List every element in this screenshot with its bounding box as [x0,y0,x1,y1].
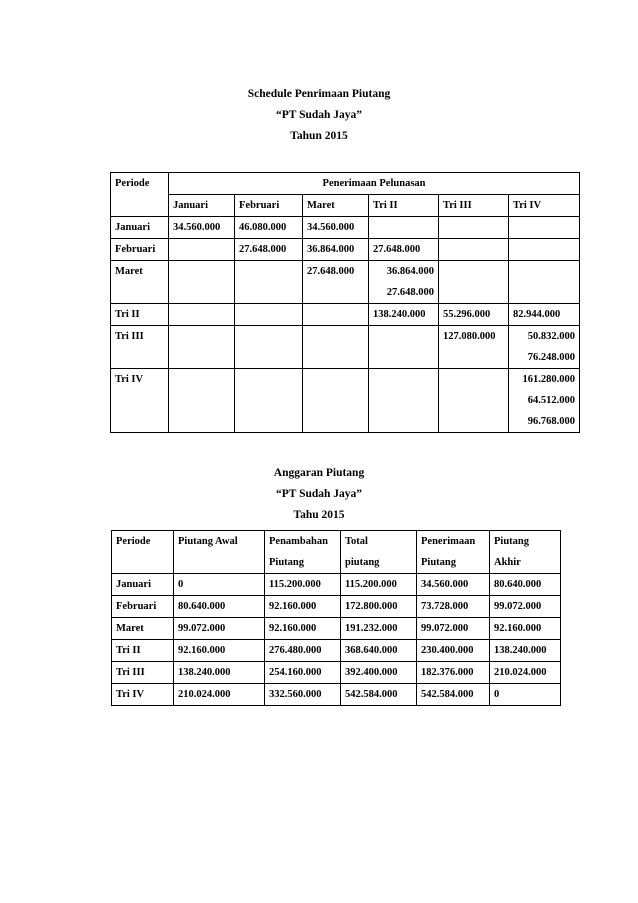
table-cell: 99.072.000 [174,618,265,640]
table-cell [235,304,303,326]
cell-value: 36.864.000 [386,266,434,277]
table-cell [235,369,303,433]
row-label: Maret [111,261,169,304]
table-row [111,239,580,261]
header-text: Piutang Awal [178,536,238,547]
header-text: Piutang [269,557,305,568]
table-row [112,662,561,684]
table-cell [369,217,439,239]
header-text [178,552,260,573]
table-cell: 138.240.000 [490,640,561,662]
column-header [112,531,174,574]
table-cell [509,369,580,433]
cell-value: 50.832.000 [527,331,576,342]
row-label: Januari [111,217,169,239]
periode-header: Periode [111,173,169,217]
table-cell [369,326,439,369]
table-row [111,261,580,304]
header-text: Penambahan [269,536,328,547]
cell-value: 34.560.000 [307,222,355,233]
table-cell [169,326,235,369]
header-text: piutang [345,557,380,568]
cell-value: 161.280.000 [522,374,576,385]
table-cell: 392.400.000 [341,662,417,684]
table-cell: 230.400.000 [417,640,490,662]
table-cell [509,239,580,261]
table-cell [439,217,509,239]
header-text: Piutang [494,536,530,547]
table-cell: 210.024.000 [174,684,265,706]
table-cell [235,239,303,261]
table-cell: 191.232.000 [341,618,417,640]
header-text: Piutang [421,557,457,568]
table-cell: 332.560.000 [265,684,341,706]
column-header [417,531,490,574]
table-cell [369,304,439,326]
table-cell: 210.024.000 [490,662,561,684]
schedule-title-block [0,84,638,147]
column-header [265,531,341,574]
cell-value: 27.648.000 [386,287,434,298]
cell-value: 55.296.000 [443,309,491,320]
table-cell: 368.640.000 [341,640,417,662]
table-cell: 34.560.000 [417,574,490,596]
table-cell: 172.800.000 [341,596,417,618]
table-cell: 0 [490,684,561,706]
table-cell [169,261,235,304]
table-cell: 138.240.000 [174,662,265,684]
table-cell: 92.160.000 [265,618,341,640]
row-label: Tri IV [112,684,174,706]
table-cell [439,326,509,369]
table-row [111,369,580,433]
table-cell: 115.200.000 [341,574,417,596]
table-cell [169,369,235,433]
anggaran-title: Anggaran Piutang [273,467,365,479]
cell-value: 46.080.000 [239,222,287,233]
row-label: Tri IV [111,369,169,433]
table-cell [303,217,369,239]
table-cell [369,369,439,433]
table-cell [509,261,580,304]
cell-value: 127.080.000 [443,331,496,342]
table-cell: 92.160.000 [490,618,561,640]
column-header: Tri IV [509,195,580,217]
table-cell: 542.584.000 [341,684,417,706]
header-text: Penerimaan [421,536,476,547]
schedule-year: Tahun 2015 [290,130,348,142]
table-row [112,596,561,618]
table-cell [235,326,303,369]
table-cell: 115.200.000 [265,574,341,596]
cell-value: 64.512.000 [527,395,576,406]
table-cell [303,261,369,304]
penerimaan-pelunasan-header: Penerimaan Pelunasan [169,173,580,195]
column-header: Januari [169,195,235,217]
header-text: Total [345,536,368,547]
column-header: Tri II [369,195,439,217]
table-cell: 92.160.000 [174,640,265,662]
table-cell: 254.160.000 [265,662,341,684]
table-cell [439,261,509,304]
table-cell [509,217,580,239]
table-cell [169,217,235,239]
table-cell: 73.728.000 [417,596,490,618]
column-header: Februari [235,195,303,217]
schedule-table [110,172,580,433]
schedule-title: Schedule Penrimaan Piutang [247,88,391,100]
table-cell: 542.584.000 [417,684,490,706]
table-row [111,217,580,239]
table-row [112,618,561,640]
table-cell [235,217,303,239]
header-text: Akhir [494,557,521,568]
table-cell [235,261,303,304]
row-label: Januari [112,574,174,596]
table-row [111,304,580,326]
table-cell [509,326,580,369]
cell-value: 27.648.000 [307,266,355,277]
table-cell [439,239,509,261]
table-cell [303,304,369,326]
table-cell: 99.072.000 [490,596,561,618]
table-cell: 182.376.000 [417,662,490,684]
column-header [341,531,417,574]
anggaran-table [111,530,561,706]
row-label: Tri III [111,326,169,369]
table-cell: 0 [174,574,265,596]
header-text [116,552,169,573]
table-cell: 276.480.000 [265,640,341,662]
cell-value: 27.648.000 [373,244,421,255]
table-cell [369,239,439,261]
table-cell [303,326,369,369]
header-row [112,531,561,574]
cell-value: 36.864.000 [307,244,355,255]
table-cell: 80.640.000 [174,596,265,618]
table-cell: 92.160.000 [265,596,341,618]
row-label: Februari [112,596,174,618]
table-cell [303,369,369,433]
schedule-company: “PT Sudah Jaya” [275,109,363,121]
row-label: Tri III [112,662,174,684]
table-row [111,326,580,369]
table-cell [303,239,369,261]
cell-value: 34.560.000 [173,222,221,233]
column-header [490,531,561,574]
cell-value: 27.648.000 [239,244,287,255]
row-label: Februari [111,239,169,261]
row-label: Tri II [111,304,169,326]
column-header: Tri III [439,195,509,217]
column-header [174,531,265,574]
table-cell [439,369,509,433]
cell-value: 138.240.000 [373,309,426,320]
table-cell [369,261,439,304]
anggaran-company: “PT Sudah Jaya” [275,488,363,500]
table-cell [169,304,235,326]
table-row [112,574,561,596]
table-cell [509,304,580,326]
table-row [112,684,561,706]
table-row [112,640,561,662]
table-cell [169,239,235,261]
table-cell: 99.072.000 [417,618,490,640]
table-cell [439,304,509,326]
anggaran-title-block [0,463,638,526]
column-header: Maret [303,195,369,217]
header-text: Periode [116,536,151,547]
row-label: Maret [112,618,174,640]
table-cell: 80.640.000 [490,574,561,596]
anggaran-year: Tahu 2015 [293,509,345,521]
cell-value: 82.944.000 [513,309,561,320]
row-label: Tri II [112,640,174,662]
cell-value: 76.248.000 [527,352,576,363]
cell-value: 96.768.000 [527,416,576,427]
